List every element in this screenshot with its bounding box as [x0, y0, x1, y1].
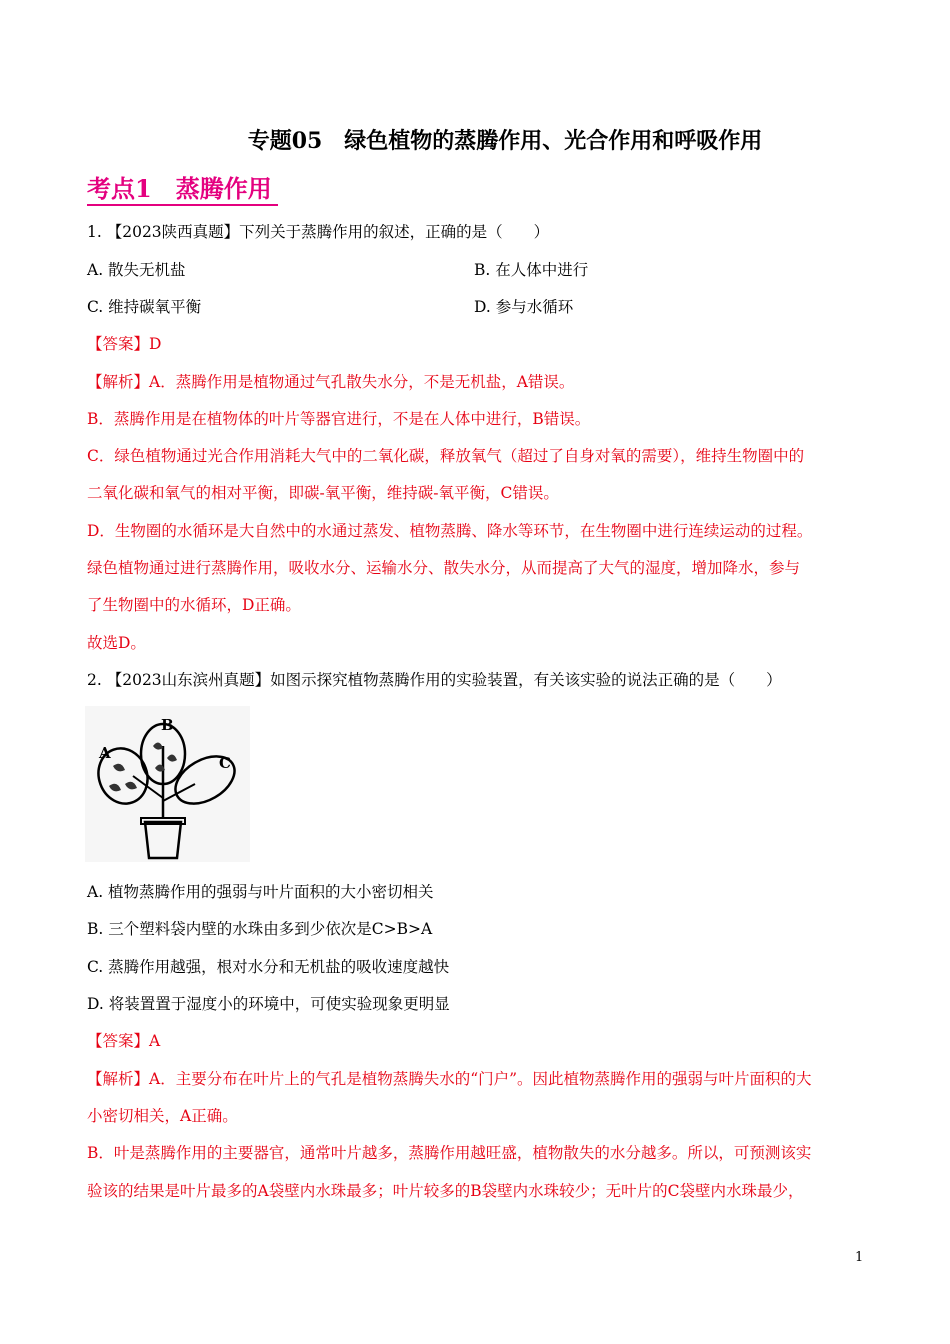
q1-answer: 【答案】D [87, 335, 162, 353]
q1-option-c: C. 维持碳氧平衡 [87, 298, 202, 316]
figure-label: B [161, 716, 174, 734]
q2-option-a: A. 植物蒸腾作用的强弱与叶片面积的大小密切相关 [87, 883, 434, 901]
q2-analysis-line: B．叶是蒸腾作用的主要器官，通常叶片越多，蒸腾作用越旺盛，植物散失的水分越多。所以，可预测该实 [87, 1144, 812, 1162]
page-number: 1 [855, 1250, 864, 1265]
q1-analysis-line: D．生物圈的水循环是大自然中的水通过蒸发、植物蒸腾、降水等环节，在生物圈中进行连续运动的过程。 [87, 522, 813, 540]
q1-stem: 1. 【2023陕西真题】下列关于蒸腾作用的叙述，正确的是（ ） [87, 223, 550, 241]
q1-option-d: D. 参与水循环 [474, 298, 574, 316]
figure-label: C [219, 754, 231, 772]
q2-option-d: D. 将装置置于湿度小的环境中，可使实验现象更明显 [87, 995, 450, 1013]
q1-analysis-line: 故选D。 [87, 634, 146, 652]
q1-analysis-line: B．蒸腾作用是在植物体的叶片等器官进行，不是在人体中进行，B错误。 [87, 410, 591, 428]
q1-option-b: B. 在人体中进行 [474, 261, 589, 279]
page-title: 专题05 绿色植物的蒸腾作用、光合作用和呼吸作用 [247, 128, 763, 154]
q1-analysis-line: C．绿色植物通过光合作用消耗大气中的二氧化碳，释放氧气（超过了自身对氧的需要），维持生物圈中的 [87, 447, 805, 465]
q2-analysis-line: 小密切相关，A正确。 [87, 1107, 238, 1125]
q2-stem: 2. 【2023山东滨州真题】如图示探究植物蒸腾作用的实验装置，有关该实验的说法正确的是（ ） [87, 671, 782, 689]
q2-option-b: B. 三个塑料袋内壁的水珠由多到少依次是C>B>A [87, 920, 433, 938]
plant-experiment-figure [85, 706, 250, 862]
q1-option-a: A. 散失无机盐 [87, 261, 186, 279]
figure-label: A [99, 744, 111, 762]
q1-analysis-line: 【解析】A．蒸腾作用是植物通过气孔散失水分，不是无机盐，A错误。 [87, 373, 575, 391]
section-heading: 考点1 蒸腾作用 [87, 174, 278, 206]
q2-answer: 【答案】A [87, 1032, 161, 1050]
q2-option-c: C. 蒸腾作用越强，根对水分和无机盐的吸收速度越快 [87, 958, 450, 976]
q2-analysis-line: 验该的结果是叶片最多的A袋壁内水珠最多；叶片较多的B袋壁内水珠较少；无叶片的C袋壁内水珠最少， [87, 1182, 804, 1200]
q1-analysis-line: 二氧化碳和氧气的相对平衡，即碳-氧平衡，维持碳-氧平衡，C错误。 [87, 484, 559, 502]
q1-analysis-line: 了生物圈中的水循环，D正确。 [87, 596, 301, 614]
q2-analysis-line: 【解析】A．主要分布在叶片上的气孔是植物蒸腾失水的“门户”。因此植物蒸腾作用的强弱与叶片面积的大 [87, 1070, 812, 1088]
q1-analysis-line: 绿色植物通过进行蒸腾作用，吸收水分、运输水分、散失水分，从而提高了大气的湿度，增加降水，参与 [87, 559, 801, 577]
